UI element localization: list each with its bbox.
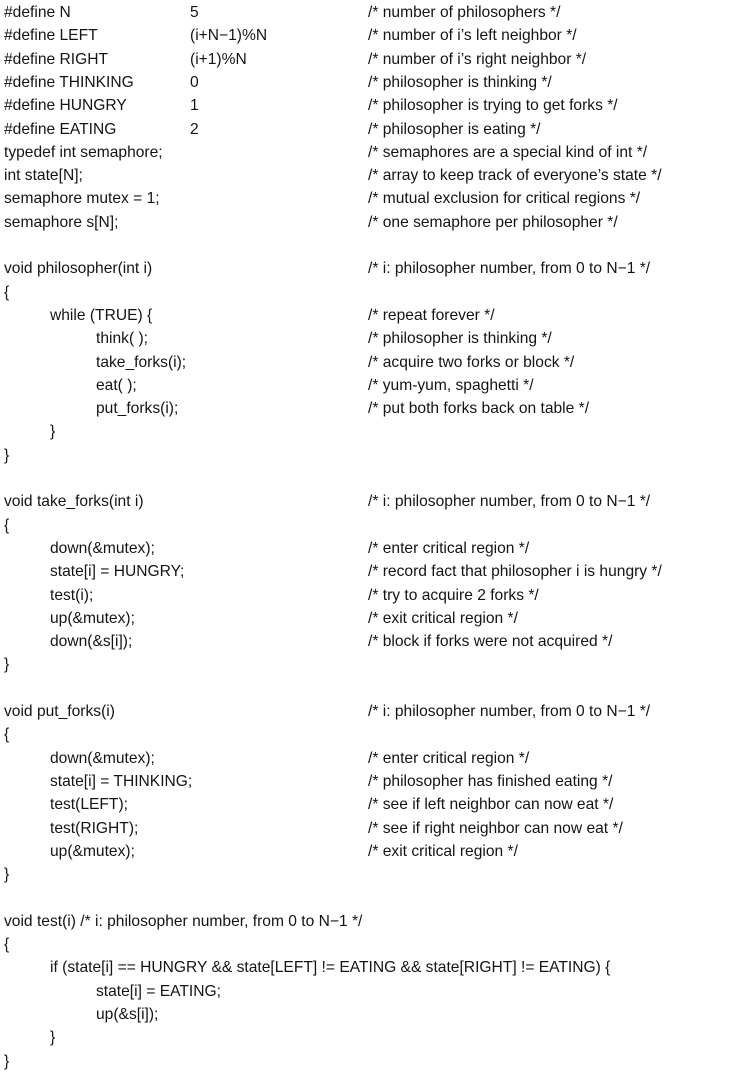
code-text: {	[4, 936, 10, 953]
code-comment: /* philosopher is thinking */	[368, 330, 552, 348]
code-comment: /* number of i’s left neighbor */	[368, 27, 577, 45]
code-comment: /* philosopher has finished eating */	[368, 772, 613, 790]
code-comment: /* array to keep track of everyone’s state */	[368, 167, 662, 185]
code-text: {	[4, 283, 10, 301]
code-line	[4, 281, 740, 304]
code-text: }	[50, 1029, 56, 1047]
code-text: }	[4, 446, 10, 464]
code-text: test(RIGHT);	[50, 819, 139, 837]
code-line	[4, 71, 740, 94]
code-text: #define THINKING	[4, 73, 134, 91]
code-line	[4, 24, 740, 47]
code-text: if (state[i] == HUNGRY && state[LEFT] != EATING && state[RIGHT] != EATING) {	[50, 959, 611, 977]
code-comment: /* one semaphore per philosopher */	[368, 213, 618, 231]
code-line	[4, 863, 740, 886]
code-line	[4, 770, 740, 793]
code-comment: /* acquire two forks or block */	[368, 353, 575, 371]
code-text: take_forks(i);	[96, 353, 187, 371]
code-line	[4, 910, 740, 933]
code-line	[4, 374, 740, 397]
code-text: void put_forks(i)	[4, 703, 115, 720]
code-line	[4, 886, 740, 909]
code-line	[4, 1, 740, 24]
code-line	[4, 490, 740, 513]
code-line	[4, 444, 740, 467]
code-comment: /* philosopher is trying to get forks */	[368, 97, 618, 115]
code-line	[4, 351, 740, 374]
code-comment: /* philosopher is eating */	[368, 120, 541, 138]
code-text: }	[50, 423, 56, 441]
code-text: }	[4, 866, 10, 884]
code-comment: /* exit critical region */	[368, 609, 518, 627]
code-line	[4, 211, 740, 234]
code-comment: /* number of philosophers */	[368, 4, 561, 21]
code-comment: /* block if forks were not acquired */	[368, 633, 613, 651]
code-text: typedef int semaphore;	[4, 143, 163, 161]
code-text: up(&mutex);	[50, 842, 135, 860]
code-comment: /* semaphores are a special kind of int */	[368, 143, 648, 161]
code-text: state[i] = THINKING;	[50, 772, 193, 790]
define-value: 5	[190, 4, 199, 21]
define-value: 2	[190, 120, 199, 138]
code-line	[4, 397, 740, 420]
define-value: 1	[190, 97, 199, 115]
code-text: void philosopher(int i)	[4, 260, 153, 278]
code-text: #define LEFT	[4, 27, 98, 45]
code-line	[4, 257, 740, 280]
code-line	[4, 607, 740, 630]
code-line	[4, 327, 740, 350]
code-line	[4, 980, 740, 1003]
code-line	[4, 537, 740, 560]
code-line	[4, 956, 740, 979]
code-line	[4, 653, 740, 676]
code-line	[4, 840, 740, 863]
code-line	[4, 584, 740, 607]
code-line	[4, 467, 740, 490]
code-text: semaphore mutex = 1;	[4, 190, 160, 208]
code-text: down(&mutex);	[50, 749, 155, 767]
code-text: put_forks(i);	[96, 400, 179, 418]
code-text: up(&mutex);	[50, 609, 135, 627]
code-comment: /* see if right neighbor can now eat */	[368, 819, 623, 837]
code-line	[4, 933, 740, 956]
code-comment: /* i: philosopher number, from 0 to N−1 */	[368, 260, 651, 278]
code-text: {	[4, 516, 10, 534]
code-comment: /* try to acquire 2 forks */	[368, 586, 539, 604]
code-line	[4, 164, 740, 187]
code-line	[4, 141, 740, 164]
code-line	[4, 630, 740, 653]
code-comment: /* number of i’s right neighbor */	[368, 50, 587, 68]
code-comment: /* enter critical region */	[368, 539, 530, 557]
code-line	[4, 187, 740, 210]
code-line	[4, 560, 740, 583]
code-comment: /* mutual exclusion for critical regions */	[368, 190, 641, 208]
code-comment: /* record fact that philosopher i is hungry */	[368, 563, 662, 581]
code-text: eat( );	[96, 376, 137, 394]
code-line	[4, 420, 740, 443]
define-value: (i+N−1)%N	[190, 27, 268, 45]
code-line	[4, 723, 740, 746]
code-line	[4, 234, 740, 257]
code-text: up(&s[i]);	[96, 1005, 159, 1023]
code-line	[4, 48, 740, 71]
code-comment: /* philosopher is thinking */	[368, 73, 552, 91]
code-text: int state[N];	[4, 167, 83, 185]
code-text: }	[4, 656, 10, 674]
code-text: #define RIGHT	[4, 50, 109, 68]
code-text: test(LEFT);	[50, 796, 128, 814]
code-line	[4, 514, 740, 537]
code-line	[4, 700, 740, 723]
code-text: down(&s[i]);	[50, 633, 133, 651]
code-comment: /* enter critical region */	[368, 749, 530, 767]
code-text: state[i] = HUNGRY;	[50, 563, 185, 581]
code-text: }	[4, 1052, 10, 1070]
code-line	[4, 118, 740, 141]
code-text: while (TRUE) {	[50, 306, 153, 324]
code-comment: /* i: philosopher number, from 0 to N−1 */	[368, 493, 651, 511]
code-text: state[i] = EATING;	[96, 982, 221, 1000]
code-line	[4, 1026, 740, 1049]
code-text: #define HUNGRY	[4, 97, 127, 115]
code-text: void take_forks(int i)	[4, 493, 144, 511]
code-comment: /* i: philosopher number, from 0 to N−1 */	[368, 703, 651, 720]
define-value: (i+1)%N	[190, 50, 247, 68]
code-text: void test(i) /* i: philosopher number, from 0 to N−1 */	[4, 912, 363, 930]
code-text: test(i);	[50, 586, 94, 604]
code-text: {	[4, 726, 10, 744]
code-comment: /* see if left neighbor can now eat */	[368, 796, 614, 814]
code-text: #define N	[4, 4, 71, 21]
code-comment: /* put both forks back on table */	[368, 400, 590, 418]
code-comment: /* exit critical region */	[368, 842, 518, 860]
code-line	[4, 304, 740, 327]
code-line	[4, 677, 740, 700]
code-comment: /* repeat forever */	[368, 306, 495, 324]
code-line	[4, 747, 740, 770]
code-line	[4, 94, 740, 117]
code-line	[4, 793, 740, 816]
code-text: down(&mutex);	[50, 539, 155, 557]
code-line	[4, 817, 740, 840]
code-line	[4, 1050, 740, 1073]
define-value: 0	[190, 73, 199, 91]
code-text: #define EATING	[4, 120, 117, 138]
code-text: think( );	[96, 330, 148, 348]
code-comment: /* yum-yum, spaghetti */	[368, 376, 534, 394]
code-line	[4, 1003, 740, 1026]
code-text: semaphore s[N];	[4, 213, 119, 231]
